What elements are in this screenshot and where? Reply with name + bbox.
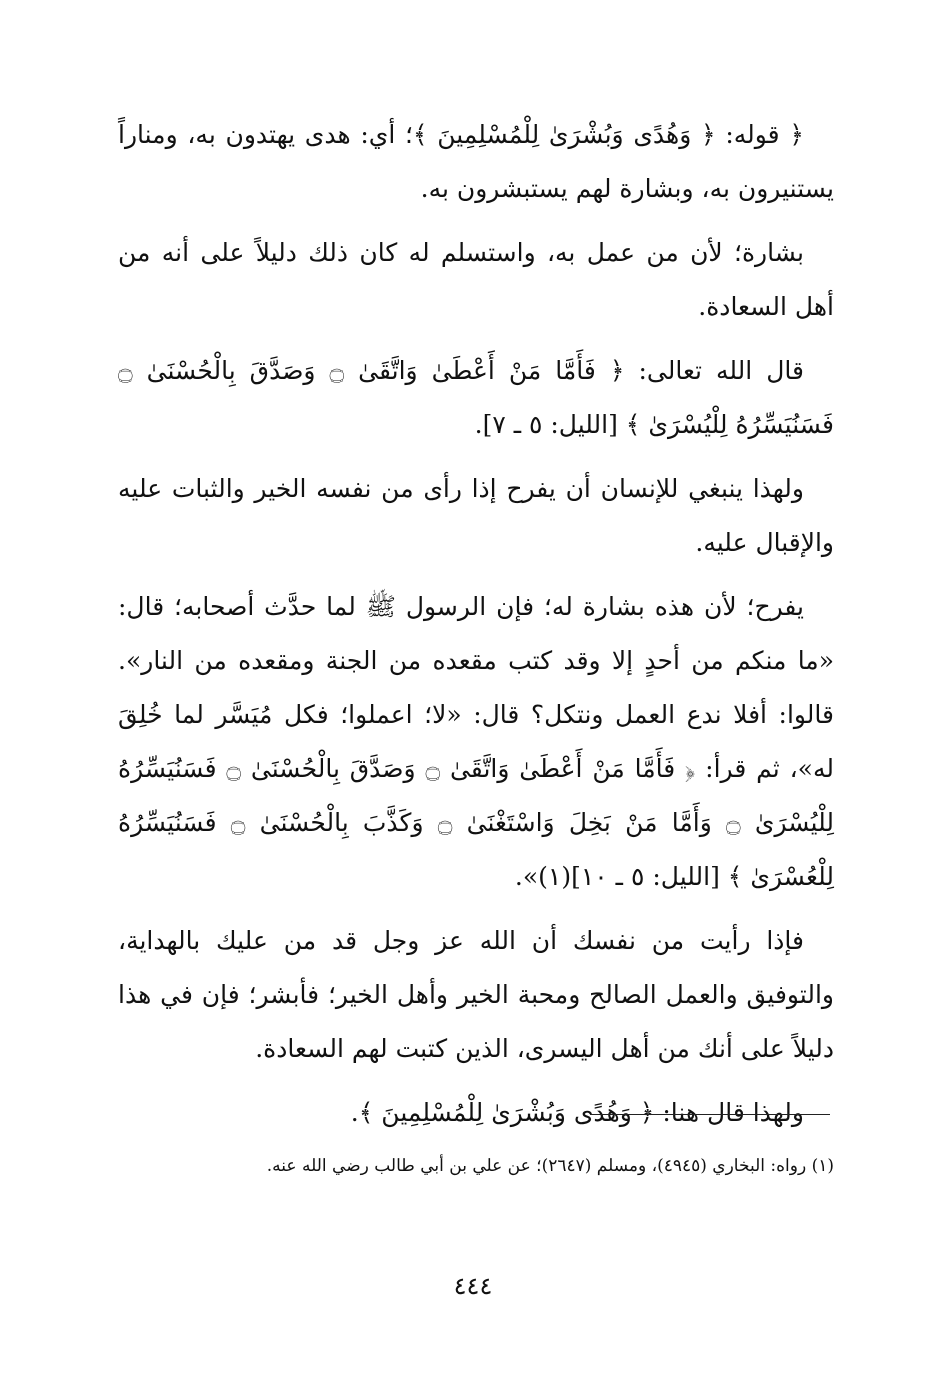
footnote — [118, 1148, 834, 1184]
paragraph-6: فإذا رأيت من نفسك أن الله عز وجل قد من عليك بالهداية، والتوفيق والعمل الصالح ومحبة الخير وأهل الخير؛ فأبشر؛ فإن في هذا دليلاً على أنك من أهل اليسرى، الذين كتبت لهم السعادة. — [118, 926, 834, 1063]
main-text — [118, 108, 834, 1150]
footnote-divider — [590, 1114, 830, 1115]
paragraph-1: ﴿ قوله: ﴿ وَهُدًى وَبُشْرَىٰ لِلْمُسْلِمِينَ ﴾؛ أي: هدى يهتدون به، ومناراً يستنيرون به، وبشارة لهم يستبشرون به. — [118, 120, 834, 203]
page-number: ٤٤٤ — [453, 1272, 493, 1300]
paragraph-2: بشارة؛ لأن من عمل به، واستسلم له كان ذلك دليلاً على أنه من أهل السعادة. — [118, 238, 834, 321]
footnote-text: (١) رواه: البخاري (٤٩٤٥)، ومسلم (٢٦٤٧)؛ عن علي بن أبي طالب رضي الله عنه. — [266, 1156, 834, 1176]
paragraph-5: يفرح؛ لأن هذه بشارة له؛ فإن الرسول ﷺ لما حدَّث أصحابه؛ قال: «ما منكم من أحدٍ إلا وقد كتب مقعده من الجنة ومقعده من النار». قالوا: أفلا ندع العمل ونتكل؟ قال: «لا؛ اعملوا؛ فكل مُيَسَّر لما خُلِقَ له»، ثم قرأ: ﴿ فَأَمَّا مَنْ أَعْطَىٰ وَاتَّقَىٰ ۝ وَصَدَّقَ بِالْحُسْنَىٰ ۝ فَسَنُيَسِّرُهُ لِلْيُسْرَىٰ ۝ وَأَمَّا مَنْ بَخِلَ وَاسْتَغْنَىٰ ۝ وَكَذَّبَ بِالْحُسْنَىٰ ۝ فَسَنُيَسِّرُهُ لِلْعُسْرَىٰ ﴾ [الليل: ٥ ـ ١٠](١)». — [118, 592, 834, 891]
paragraph-3: قال الله تعالى: ﴿ فَأَمَّا مَنْ أَعْطَىٰ وَاتَّقَىٰ ۝ وَصَدَّقَ بِالْحُسْنَىٰ ۝ فَسَنُيَسِّرُهُ لِلْيُسْرَىٰ ﴾ [الليل: ٥ ـ ٧]. — [118, 356, 834, 439]
paragraph-7: ولهذا قال هنا: ﴿ وَهُدًى وَبُشْرَىٰ لِلْمُسْلِمِينَ ﴾. — [350, 1098, 804, 1127]
paragraph-4: ولهذا ينبغي للإنسان أن يفرح إذا رأى من نفسه الخير والثبات عليه والإقبال عليه. — [118, 474, 834, 557]
